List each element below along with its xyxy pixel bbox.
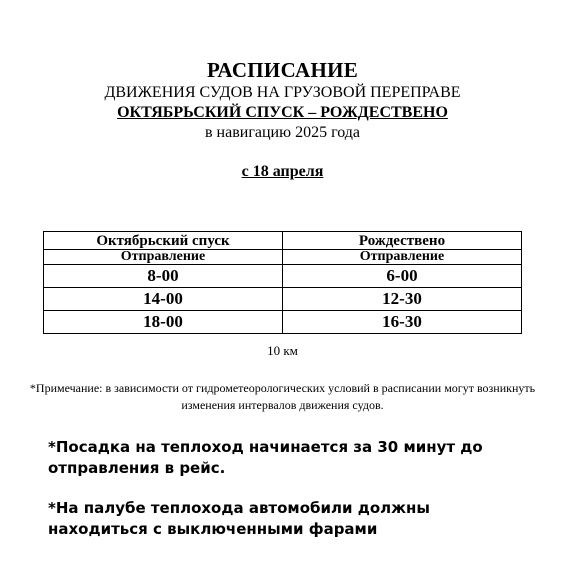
schedule-note: *Примечание: в зависимости от гидрометеорологических условий в расписании могут возникнуть изменения интервалов движения судов. — [29, 381, 536, 412]
column-subheader-departure: Отправление — [283, 250, 522, 265]
table-row — [44, 265, 522, 288]
column-header-station: Октябрьский спуск — [44, 232, 283, 250]
schedule-title: РАСПИСАНИЕ — [206, 58, 359, 82]
headlights-notice: *На палубе теплохода автомобили должны находиться с выключенными фарами — [48, 499, 430, 538]
schedule-subtitle: ДВИЖЕНИЯ СУДОВ НА ГРУЗОВОЙ ПЕРЕПРАВЕ — [104, 84, 461, 101]
departure-time: 18-00 — [44, 311, 283, 334]
boarding-notice: *Посадка на теплоход начинается за 30 минут до отправления в рейс. — [48, 438, 483, 477]
navigation-season: в навигацию 2025 года — [204, 124, 361, 141]
route-distance: 10 км — [267, 343, 298, 358]
departure-time: 12-30 — [283, 288, 522, 311]
departure-time: 14-00 — [44, 288, 283, 311]
column-header-station: Рождествено — [283, 232, 522, 250]
start-date: с 18 апреля — [241, 163, 324, 180]
column-subheader-departure: Отправление — [44, 250, 283, 265]
table-row — [44, 288, 522, 311]
table-row — [44, 311, 522, 334]
schedule-table — [43, 231, 522, 334]
route-name: ОКТЯБРЬСКИЙ СПУСК – РОЖДЕСТВЕНО — [117, 104, 448, 121]
departure-time: 8-00 — [44, 265, 283, 288]
departure-time: 16-30 — [283, 311, 522, 334]
departure-time: 6-00 — [283, 265, 522, 288]
